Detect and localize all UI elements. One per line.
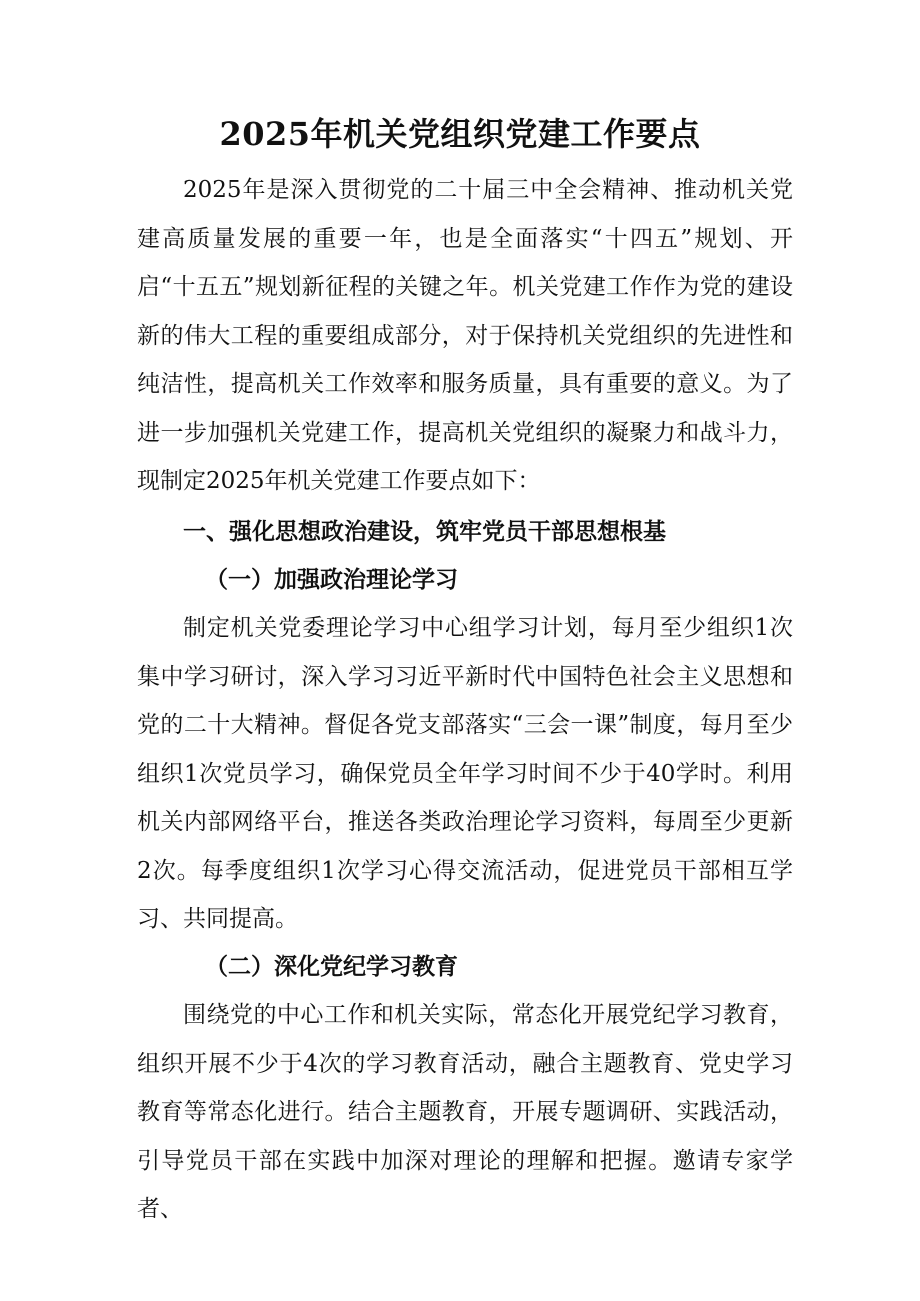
subsection-2-paragraph: 围绕党的中心工作和机关实际，常态化开展党纪学习教育，组织开展不少于4次的学习教育活动，融合主题教育、党史学习教育等常态化进行。结合主题教育，开展专题调研、实践活动，引导党员干部在实践中加深对理论的理解和把握。邀请专家学者、 [137,1002,793,1222]
intro-paragraph: 2025年是深入贯彻党的二十届三中全会精神、推动机关党建高质量发展的重要一年，也是全面落实“十四五”规划、开启“十五五”规划新征程的关键之年。机关党建工作作为党的建设新的伟大工程的重要组成部分，对于保持机关党组织的先进性和纯洁性，提高机关工作效率和服务质量，具有重要的意义。为了进一步加强机关党建工作，提高机关党组织的凝聚力和战斗力，现制定2025年机关党建工作要点如下： [137,177,793,494]
subsection-heading-2: （二）深化党纪学习教育 [205,953,458,980]
section-heading-1: 一、强化思想政治建设，筑牢党员干部思想根基 [183,518,666,545]
document-title: 2025年机关党组织党建工作要点 [219,115,701,153]
subsection-heading-1: （一）加强政治理论学习 [205,566,458,593]
subsection-1-paragraph: 制定机关党委理论学习中心组学习计划，每月至少组织1次集中学习研讨，深入学习习近平新时代中国特色社会主义思想和党的二十大精神。督促各党支部落实“三会一课”制度，每月至少组织1次党员学习，确保党员全年学习时间不少于40学时。利用机关内部网络平台，推送各类政治理论学习资料，每周至少更新2次。每季度组织1次学习心得交流活动，促进党员干部相互学习、共同提高。 [137,615,793,932]
